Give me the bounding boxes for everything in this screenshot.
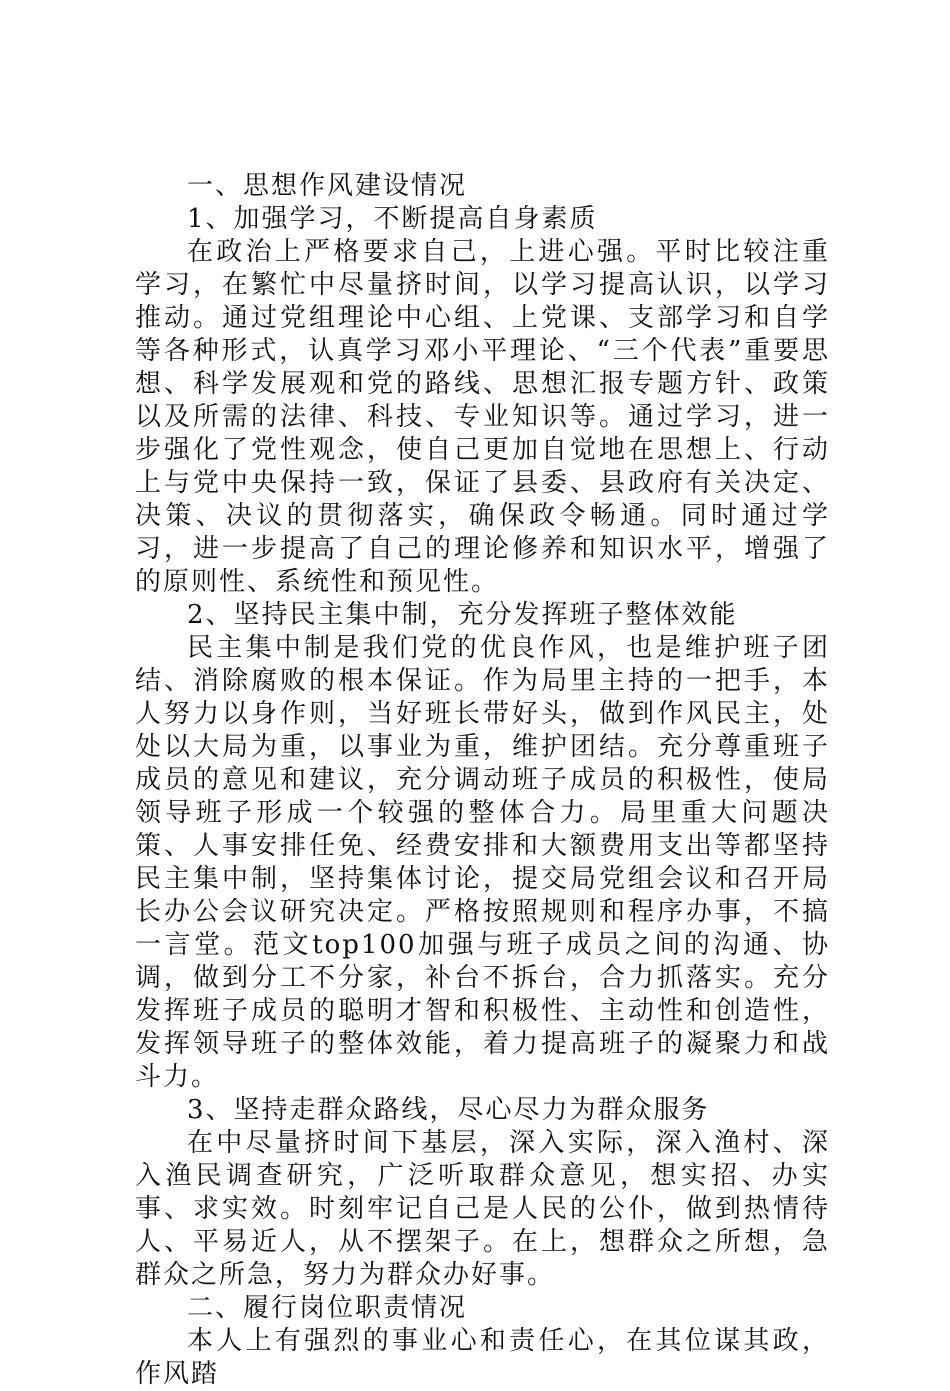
body-paragraph: 在政治上严格要求自己，上进心强。平时比较注重学习，在繁忙中尽量挤时间，以学习提高认识，以学习推动。通过党组理论中心组、上党课、支部学习和自学等各种形式，认真学习邓小平理论、“三个代表”重要思想、科学发展观和党的路线、思想汇报专题方针、政策以及所需的法律、科技、专业知识等。通过学习，进一步强化了党性观念，使自己更加自觉地在思想上、行动上与党中央保持一致，保证了县委、县政府有关决定、决策、决议的贯彻落实，确保政令畅通。同时通过学习，进一步提高了自己的理论修养和知识水平，增强了的原则性、系统性和预见性。 <box>135 237 830 597</box>
body-paragraph: 民主集中制是我们党的优良作风，也是维护班子团结、消除腐败的根本保证。作为局里主持的一把手，本人努力以身作则，当好班长带好头，做到作风民主，处处以大局为重，以事业为重，维护团结。充分尊重班子成员的意见和建议，充分调动班子成员的积极性，使局领导班子形成一个较强的整体合力。局里重大问题决策、人事安排任免、经费安排和大额费用支出等都坚持民主集中制，坚持集体讨论，提交局党组会议和召开局长办公会议研究决定。严格按照规则和程序办事，不搞一言堂。范文top100加强与班子成员之间的沟通、协调，做到分工不分家，补台不拆台，合力抓落实。充分发挥班子成员的聪明才智和积极性、主动性和创造性，发挥领导班子的整体效能，着力提高班子的凝聚力和战斗力。 <box>135 633 830 1092</box>
section-heading: 一、思想作风建设情况 <box>187 171 468 201</box>
body-paragraph: 在中尽量挤时间下基层，深入实际，深入渔村、深入渔民调查研究，广泛听取群众意见，想实招、办实事、求实效。时刻牢记自己是人民的公仆，做到热情待人、平易近人，从不摆架子。在上，想群众之所想，急群众之所急，努力为群众办好事。 <box>135 1128 830 1290</box>
subsection-heading: 1、加强学习，不断提高自身素质 <box>187 204 598 234</box>
subsection-heading: 3、坚持走群众路线，尽心尽力为群众服务 <box>187 1095 710 1125</box>
body-paragraph: 本人上有强烈的事业心和责任心，在其位谋其政，作风踏 <box>135 1326 830 1389</box>
section-heading: 二、履行岗位职责情况 <box>187 1293 468 1323</box>
document-page <box>135 170 830 1391</box>
subsection-heading: 2、坚持民主集中制，充分发挥班子整体效能 <box>187 600 738 630</box>
